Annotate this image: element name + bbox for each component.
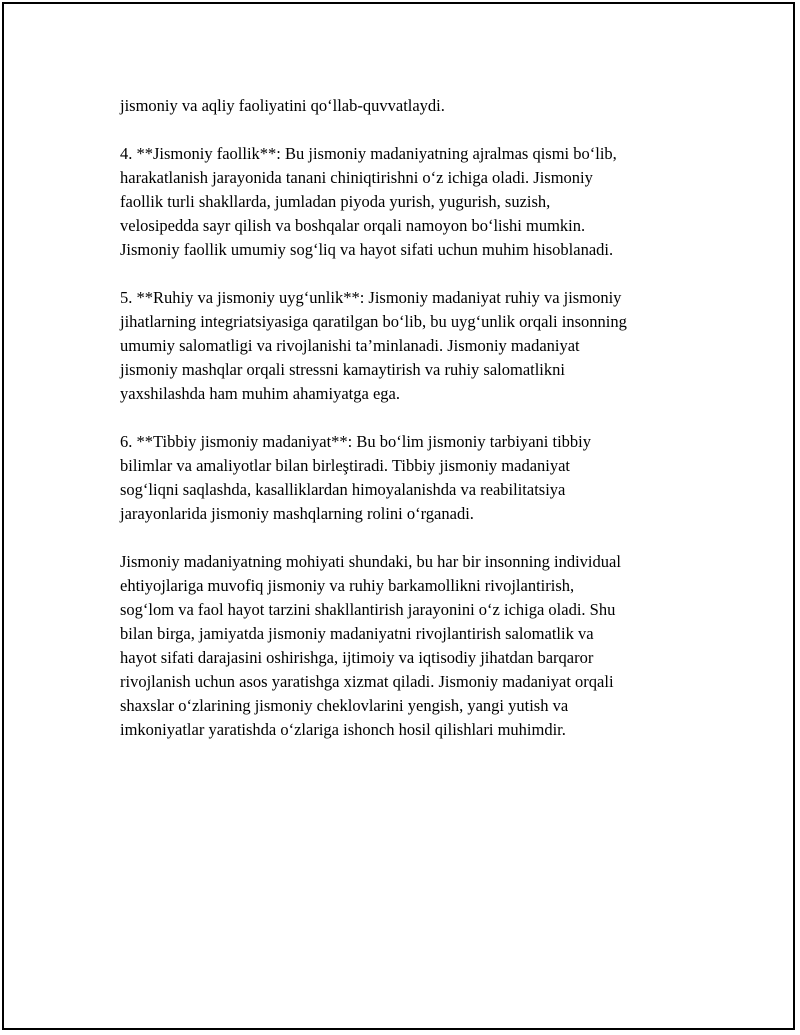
text-line: sog‘lom va faol hayot tarzini shakllantirish jarayonini o‘z ichiga oladi. Shu — [120, 600, 616, 619]
text-line: 5. **Ruhiy va jismoniy uyg‘unlik**: Jismoniy madaniyat ruhiy va jismoniy — [120, 288, 622, 307]
text-line: yaxshilashda ham muhim ahamiyatga ega. — [120, 384, 400, 403]
text-line: Jismoniy madaniyatning mohiyati shundaki, bu har bir insonning individual — [120, 552, 621, 571]
text-line: Jismoniy faollik umumiy sog‘liq va hayot sifati uchun muhim hisoblanadi. — [120, 240, 614, 259]
text-line: harakatlanish jarayonida tanani chiniqtirishni o‘z ichiga oladi. Jismoniy — [120, 168, 593, 187]
text-line: ehtiyojlariga muvofiq jismoniy va ruhiy barkamollikni rivojlantirish, — [120, 576, 575, 595]
text-line: bilan birga, jamiyatda jismoniy madaniyatni rivojlantirish salomatlik va — [120, 624, 594, 643]
text-line: rivojlanish uchun asos yaratishga xizmat qiladi. Jismoniy madaniyat orqali — [120, 672, 614, 691]
document-page — [2, 2, 795, 1030]
document-body — [120, 94, 700, 766]
text-line: jismoniy va aqliy faoliyatini qo‘llab-quvvatlaydi. — [120, 96, 445, 115]
text-line: velosipedda sayr qilish va boshqalar orqali namoyon bo‘lishi mumkin. — [120, 216, 586, 235]
text-line: bilimlar va amaliyotlar bilan birleştiradi. Tibbiy jismoniy madaniyat — [120, 456, 571, 475]
text-line: imkoniyatlar yaratishda o‘zlariga ishonch hosil qilishlari muhimdir. — [120, 720, 566, 739]
paragraph-conclusion — [120, 550, 700, 742]
text-line: 4. **Jismoniy faollik**: Bu jismoniy madaniyatning ajralmas qismi bo‘lib, — [120, 144, 617, 163]
text-line: jihatlarning integriatsiyasiga qaratilgan bo‘lib, bu uyg‘unlik orqali insonning — [120, 312, 627, 331]
paragraph-intro-continuation — [120, 94, 700, 118]
paragraph-physical-activity — [120, 142, 700, 262]
text-line: jismoniy mashqlar orqali stressni kamaytirish va ruhiy salomatlikni — [120, 360, 565, 379]
text-line: 6. **Tibbiy jismoniy madaniyat**: Bu bo‘lim jismoniy tarbiyani tibbiy — [120, 432, 592, 451]
text-line: sog‘liqni saqlashda, kasalliklardan himoyalanishda va reabilitatsiya — [120, 480, 566, 499]
text-line: umumiy salomatligi va rivojlanishi ta’minlanadi. Jismoniy madaniyat — [120, 336, 580, 355]
text-line: hayot sifati darajasini oshirishga, ijtimoiy va iqtisodiy jihatdan barqaror — [120, 648, 594, 667]
text-line: faollik turli shakllarda, jumladan piyoda yurish, yugurish, suzish, — [120, 192, 551, 211]
text-line: shaxslar o‘zlarining jismoniy cheklovlarini yengish, yangi yutish va — [120, 696, 569, 715]
text-line: jarayonlarida jismoniy mashqlarning rolini o‘rganadi. — [120, 504, 474, 523]
paragraph-mental-physical-harmony — [120, 286, 700, 406]
paragraph-medical-physical-culture — [120, 430, 700, 526]
